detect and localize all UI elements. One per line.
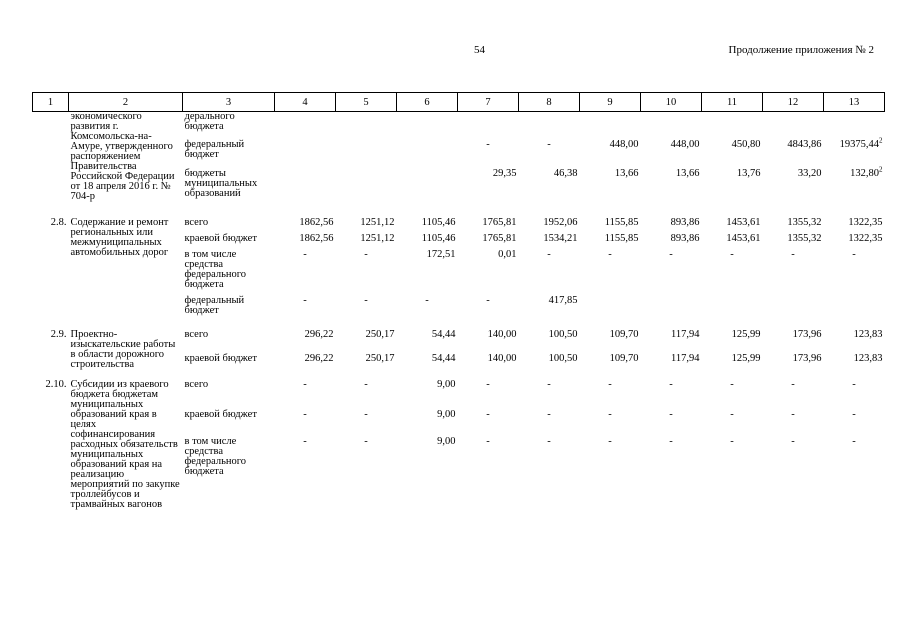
value-text: - (364, 379, 368, 390)
header-cell: 5 (336, 93, 397, 112)
value-text: - (669, 249, 673, 260)
value-cell (397, 163, 458, 203)
value-text: 140,00 (487, 353, 517, 365)
value-cell (519, 370, 580, 404)
value-text: 417,85 (548, 295, 578, 306)
value-text: - (547, 138, 551, 150)
value-text: - (303, 409, 307, 421)
value-text: 450,80 (731, 138, 761, 150)
footnote-mark: 2 (879, 165, 883, 173)
header-cell: 7 (458, 93, 519, 112)
value-cell (702, 228, 763, 244)
header-cell: 8 (519, 93, 580, 112)
value-cell (824, 228, 885, 244)
value-cell (336, 431, 397, 510)
value-text: - (303, 436, 307, 448)
value-cell (458, 348, 519, 370)
value-text: - (486, 138, 490, 150)
value-text: - (425, 295, 429, 306)
value-text: 29,35 (492, 167, 517, 179)
value-text: - (547, 436, 551, 448)
value-text: 1155,85 (604, 217, 639, 228)
value-cell (275, 228, 336, 244)
value-cell (702, 370, 763, 404)
header-cell: 3 (183, 93, 275, 112)
value-text: - (791, 379, 795, 390)
value-text: 19375,44 (839, 138, 879, 150)
value-cell (458, 431, 519, 510)
value-text: 893,86 (670, 217, 700, 228)
value-text: 1105,46 (421, 217, 456, 228)
value-text: 125,99 (731, 329, 761, 340)
value-text: 173,96 (792, 353, 822, 365)
value-cell (763, 244, 824, 290)
funding-source-label: в том числе средства федерального бюджета (184, 249, 247, 290)
header-cell: 9 (580, 93, 641, 112)
value-cell (702, 112, 763, 134)
value-text: 893,86 (670, 233, 700, 244)
value-text: - (547, 409, 551, 421)
value-text: - (730, 409, 734, 421)
value-cell (397, 228, 458, 244)
value-cell (275, 348, 336, 370)
value-cell (641, 370, 702, 404)
value-cell (397, 202, 458, 228)
value-cell (519, 228, 580, 244)
value-cell (641, 202, 702, 228)
table-row (33, 202, 885, 228)
value-cell (519, 404, 580, 431)
value-cell (397, 112, 458, 134)
value-text: - (852, 249, 856, 260)
value-cell (702, 202, 763, 228)
funding-source-label: краевой бюджет (184, 233, 257, 244)
value-text: 140,00 (487, 329, 517, 340)
value-text: 123,83 (853, 329, 883, 340)
row-index: 2.9. (50, 329, 67, 340)
value-cell (397, 404, 458, 431)
value-cell (824, 431, 885, 510)
value-text: - (608, 409, 612, 421)
value-text: 132,80 (850, 167, 879, 179)
value-cell (763, 316, 824, 348)
value-text: 117,94 (671, 353, 700, 365)
page-number: 54 (474, 44, 485, 56)
continuation-caption: Продолжение приложения № 2 (728, 44, 874, 56)
value-cell (641, 112, 702, 134)
value-cell (275, 112, 336, 134)
value-cell (641, 316, 702, 348)
value-cell (580, 348, 641, 370)
value-cell (580, 431, 641, 510)
data-table (32, 92, 885, 510)
value-text: 1453,61 (726, 217, 761, 228)
value-cell (824, 112, 885, 134)
header-cell: 6 (397, 93, 458, 112)
value-cell (519, 316, 580, 348)
value-text: - (364, 436, 368, 448)
value-text: - (791, 409, 795, 421)
value-cell (702, 431, 763, 510)
value-cell (641, 228, 702, 244)
value-cell (275, 290, 336, 316)
value-text: - (486, 436, 490, 448)
value-cell (580, 163, 641, 203)
value-cell (641, 290, 702, 316)
value-cell (336, 112, 397, 134)
value-cell (824, 316, 885, 348)
row-name: экономического развития г. Комсомольска-на-Амуре, утвержденного распоряжением Правительства Российской Федерации от 18 апреля 2016 г. № 704-р (70, 111, 175, 202)
value-text: - (791, 249, 795, 260)
value-text: 9,00 (437, 409, 456, 421)
value-cell (580, 112, 641, 134)
value-cell (763, 228, 824, 244)
value-cell (397, 316, 458, 348)
value-text: 296,22 (304, 329, 334, 340)
value-text: - (364, 295, 368, 306)
value-cell (458, 370, 519, 404)
value-text: 250,17 (365, 353, 395, 365)
value-cell (275, 370, 336, 404)
value-text: 448,00 (670, 138, 700, 150)
value-cell (458, 163, 519, 203)
value-cell (580, 316, 641, 348)
value-text: 1765,81 (482, 233, 517, 244)
value-text: 250,17 (365, 329, 395, 340)
value-text: 1862,56 (299, 233, 334, 244)
value-text: 173,96 (792, 329, 822, 340)
value-cell (336, 228, 397, 244)
value-cell (763, 112, 824, 134)
header-cell: 12 (763, 93, 824, 112)
value-text: 1355,32 (787, 217, 822, 228)
value-text: 1453,61 (726, 233, 761, 244)
value-text: - (669, 409, 673, 421)
funding-source-label: дерального бюджета (184, 111, 235, 132)
value-text: - (364, 409, 368, 421)
value-cell (458, 228, 519, 244)
value-cell (519, 290, 580, 316)
value-cell (336, 404, 397, 431)
table-row (33, 316, 885, 348)
value-cell (519, 163, 580, 203)
value-cell (641, 404, 702, 431)
value-cell (580, 290, 641, 316)
value-cell (336, 163, 397, 203)
value-text: 13,66 (675, 167, 700, 179)
value-cell (641, 163, 702, 203)
value-cell (397, 431, 458, 510)
value-cell (763, 134, 824, 163)
value-cell (275, 316, 336, 348)
value-cell (824, 290, 885, 316)
value-text: - (608, 379, 612, 390)
value-text: - (486, 409, 490, 421)
value-cell (702, 316, 763, 348)
value-text: 1322,35 (848, 217, 883, 228)
value-cell (458, 202, 519, 228)
value-cell (580, 370, 641, 404)
header-cell: 13 (824, 93, 885, 112)
funding-source-label: всего (184, 217, 209, 228)
value-cell (824, 348, 885, 370)
value-cell (458, 134, 519, 163)
value-cell (275, 163, 336, 203)
value-text: 296,22 (304, 353, 334, 365)
value-cell (824, 370, 885, 404)
table-row (33, 370, 885, 404)
value-cell (824, 163, 885, 203)
value-cell (702, 404, 763, 431)
value-text: 4843,86 (787, 138, 822, 150)
value-text: - (486, 379, 490, 390)
value-cell (702, 163, 763, 203)
row-name: Проектно-изыскательские работы в области дорожного строительства (70, 329, 176, 370)
value-cell (580, 404, 641, 431)
row-index (33, 112, 69, 203)
value-text: 33,20 (797, 167, 822, 179)
value-cell (519, 202, 580, 228)
value-text: - (364, 249, 368, 260)
header-cell: 4 (275, 93, 336, 112)
value-cell (458, 404, 519, 431)
value-text: 448,00 (609, 138, 639, 150)
value-text: 100,50 (548, 353, 578, 365)
value-text: 1322,35 (848, 233, 883, 244)
value-text: - (852, 379, 856, 390)
funding-source-label: в том числе средства федерального бюджета (184, 436, 247, 478)
value-cell (397, 370, 458, 404)
value-text: - (791, 436, 795, 448)
table-row (33, 112, 885, 134)
value-text: 9,00 (437, 379, 456, 390)
value-cell (763, 290, 824, 316)
header-cell: 2 (69, 93, 183, 112)
value-text: 9,00 (437, 436, 456, 448)
value-cell (458, 290, 519, 316)
value-cell (458, 244, 519, 290)
value-cell (519, 134, 580, 163)
value-cell (519, 348, 580, 370)
value-cell (763, 163, 824, 203)
value-cell (641, 244, 702, 290)
header-cell: 10 (641, 93, 702, 112)
value-cell (824, 244, 885, 290)
value-text: - (486, 295, 490, 306)
value-cell (275, 134, 336, 163)
funding-source-label: бюджеты муниципальных образований (184, 167, 258, 199)
value-cell (336, 244, 397, 290)
value-cell (458, 316, 519, 348)
value-cell (763, 202, 824, 228)
value-text: - (608, 249, 612, 260)
value-cell (336, 370, 397, 404)
value-text: - (608, 436, 612, 448)
value-text: 109,70 (609, 353, 639, 365)
value-cell (702, 290, 763, 316)
value-text: - (730, 436, 734, 448)
funding-source-label: федеральный бюджет (184, 138, 245, 160)
value-cell (641, 134, 702, 163)
header-row (33, 93, 885, 112)
value-text: 13,76 (736, 167, 761, 179)
value-text: 1862,56 (299, 217, 334, 228)
value-text: 117,94 (671, 329, 700, 340)
value-cell (275, 202, 336, 228)
value-cell (275, 404, 336, 431)
value-text: - (547, 379, 551, 390)
value-cell (702, 244, 763, 290)
value-cell (824, 134, 885, 163)
value-text: - (730, 379, 734, 390)
value-text: 0,01 (498, 249, 517, 260)
value-text: 123,83 (853, 353, 883, 365)
value-text: - (303, 379, 307, 390)
value-cell (580, 134, 641, 163)
value-cell (702, 134, 763, 163)
value-text: - (852, 409, 856, 421)
value-cell (336, 202, 397, 228)
value-text: 1534,21 (543, 233, 578, 244)
value-text: 1251,12 (360, 217, 395, 228)
value-cell (397, 244, 458, 290)
value-text: - (669, 379, 673, 390)
value-text: 100,50 (548, 329, 578, 340)
value-cell (763, 370, 824, 404)
value-cell (580, 202, 641, 228)
row-index: 2.10. (45, 379, 67, 390)
value-cell (763, 404, 824, 431)
value-cell (336, 134, 397, 163)
value-cell (702, 348, 763, 370)
funding-source-label: краевой бюджет (184, 353, 257, 365)
value-cell (519, 244, 580, 290)
footnote-mark: 2 (879, 136, 883, 145)
value-cell (397, 290, 458, 316)
value-text: 1765,81 (482, 217, 517, 228)
value-text: - (669, 436, 673, 448)
value-cell (763, 348, 824, 370)
value-cell (519, 112, 580, 134)
value-cell (336, 316, 397, 348)
value-cell (336, 290, 397, 316)
row-name: Субсидии из краевого бюджета бюджетам муниципальных образований края в целях софинансирования расходных обязательств муниципальных образований края на реализацию мероприятий по закупке троллейбусов и трамвайных вагонов (70, 379, 180, 510)
value-text: 109,70 (609, 329, 639, 340)
header-cell: 11 (702, 93, 763, 112)
value-text: - (303, 295, 307, 306)
funding-source-label: федеральный бюджет (184, 295, 245, 316)
value-cell (336, 348, 397, 370)
value-cell (641, 431, 702, 510)
funding-source-label: всего (184, 379, 209, 390)
funding-source-label: всего (184, 329, 209, 340)
value-text: 1155,85 (604, 233, 639, 244)
value-text: 172,51 (426, 249, 456, 260)
row-name: Содержание и ремонт региональных или межмуниципальных автомобильных дорог (70, 217, 169, 258)
value-cell (397, 134, 458, 163)
value-text: - (547, 249, 551, 260)
value-text: 54,44 (431, 353, 456, 365)
value-text: - (730, 249, 734, 260)
value-text: - (852, 436, 856, 448)
value-text: 1105,46 (421, 233, 456, 244)
value-text: 54,44 (431, 329, 456, 340)
value-cell (641, 348, 702, 370)
value-text: 1952,06 (543, 217, 578, 228)
value-cell (397, 348, 458, 370)
value-cell (763, 431, 824, 510)
row-index: 2.8. (50, 217, 67, 228)
value-text: 125,99 (731, 353, 761, 365)
value-text: - (303, 249, 307, 260)
value-cell (824, 404, 885, 431)
value-cell (580, 244, 641, 290)
value-text: 1251,12 (360, 233, 395, 244)
header-cell: 1 (33, 93, 69, 112)
value-cell (275, 431, 336, 510)
value-cell (824, 202, 885, 228)
value-cell (519, 431, 580, 510)
value-cell (275, 244, 336, 290)
value-text: 13,66 (614, 167, 639, 179)
value-cell (580, 228, 641, 244)
value-cell (458, 112, 519, 134)
value-text: 1355,32 (787, 233, 822, 244)
funding-source-label: краевой бюджет (184, 409, 257, 421)
value-text: 46,38 (553, 167, 578, 179)
